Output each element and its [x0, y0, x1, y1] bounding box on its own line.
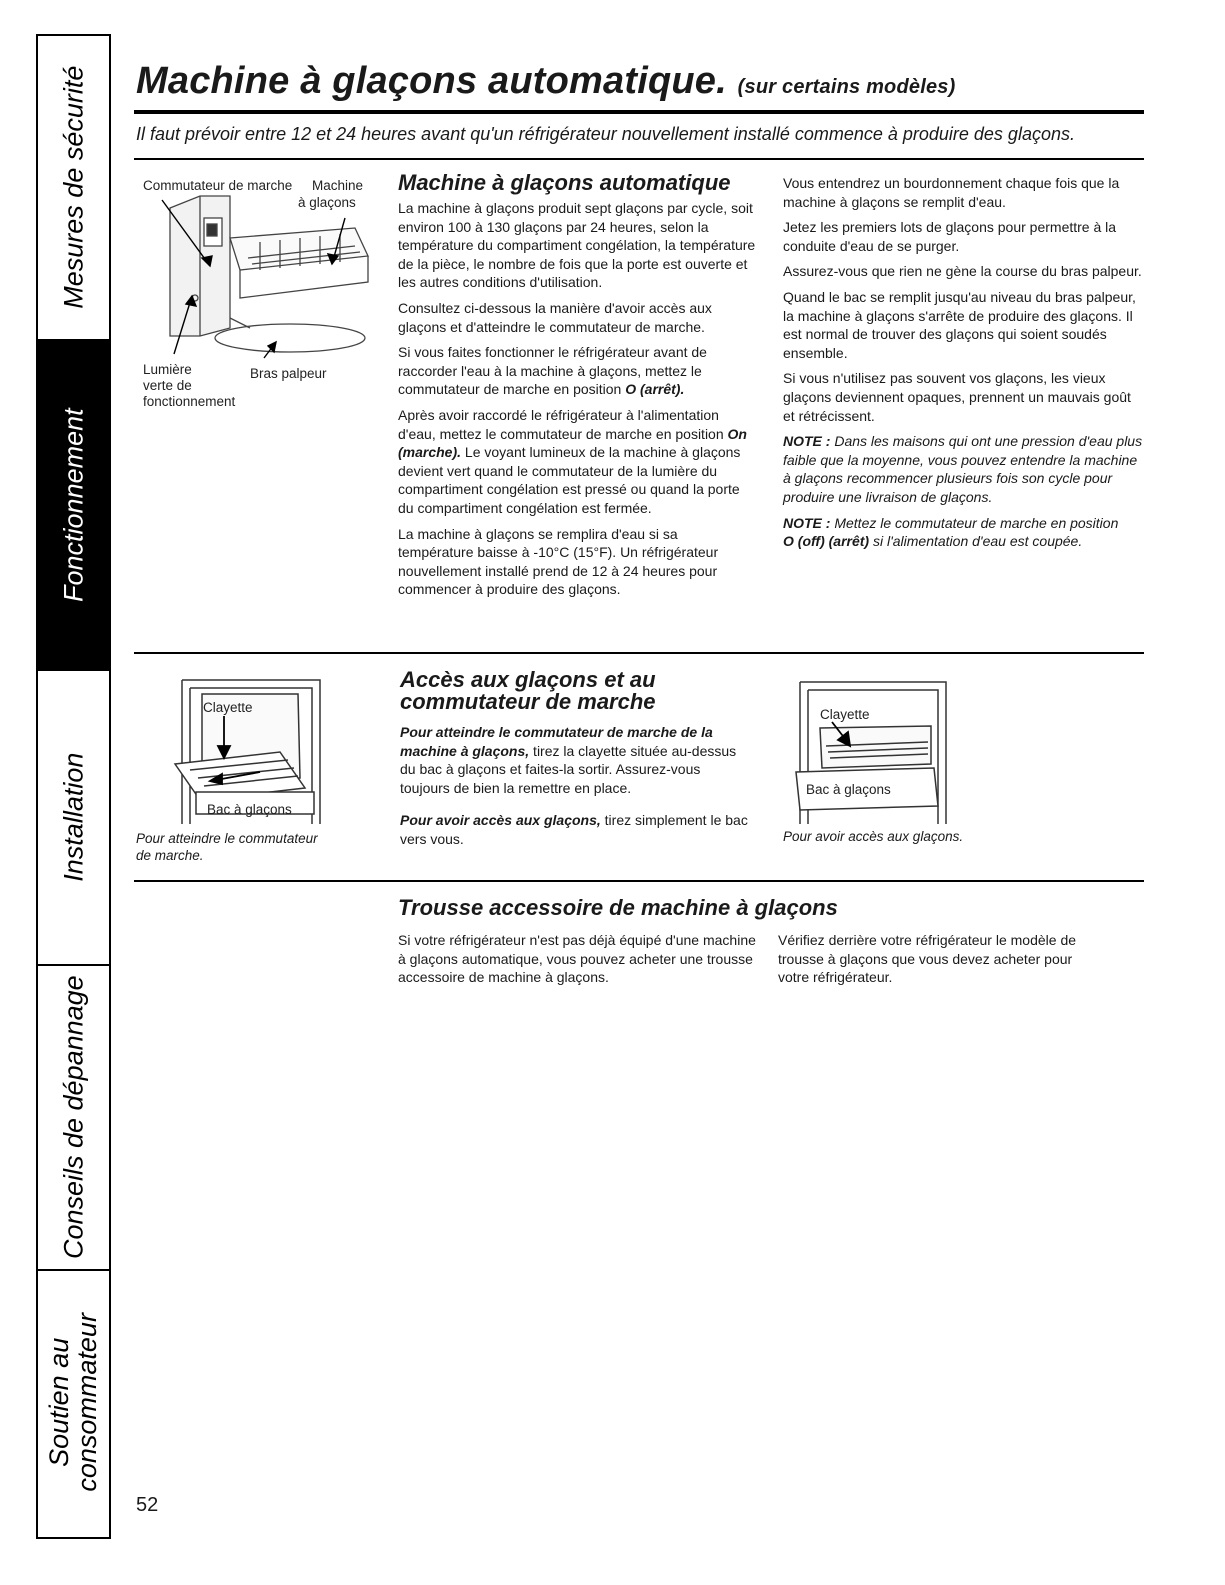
- intro-rule: [134, 158, 1144, 160]
- section1-p4-text2: Le voyant lumineux de la machine à glaçons devient vert quand le commutateur de la lumière du compartiment congélation est pressé ou quand la porte du compartiment congélation est fermée.: [398, 444, 741, 516]
- note2-bold: O (off) (arrêt): [783, 533, 870, 550]
- section3-left: Si votre réfrigérateur n'est pas déjà équipé d'une machine à glaçons automatique, vous pouvez acheter une trousse accessoire de machine à glaçons.: [398, 932, 756, 986]
- tab-label: Conseils de dépannage: [58, 975, 89, 1260]
- tab-soutien-au-consommateur[interactable]: [38, 1271, 109, 1533]
- fig3-label-bac: Bac à glaçons: [806, 782, 891, 797]
- section-rule-2: [134, 652, 1144, 654]
- section-title-trousse: Trousse accessoire de machine à glaçons: [398, 895, 838, 920]
- tab-label: Fonctionnement: [58, 408, 89, 602]
- page-title: [136, 60, 955, 103]
- tab-mesures-de-securite[interactable]: [38, 36, 109, 341]
- label-lumiere: Lumière: [143, 362, 192, 377]
- page-title-text: Machine à glaçons automatique.: [136, 60, 727, 102]
- tab-label: Installation: [58, 752, 89, 883]
- section2-column: [400, 723, 750, 856]
- section-sidebar: [36, 34, 111, 1539]
- fig3-caption: Pour avoir accès aux glaçons.: [783, 829, 964, 844]
- section1-p4: [398, 406, 756, 518]
- section2-p2-bold: Pour avoir accès aux glaçons,: [400, 812, 601, 829]
- label-bras-palpeur: Bras palpeur: [250, 366, 327, 381]
- section1-p3-bold: O (arrêt).: [625, 381, 685, 398]
- tab-fonctionnement[interactable]: [38, 341, 109, 671]
- label-verte-de: verte de: [143, 378, 192, 393]
- section2-p2: [400, 811, 750, 848]
- fig3-label-clayette: Clayette: [820, 707, 870, 722]
- page-number: 52: [136, 1494, 159, 1516]
- section1-p2: Consultez ci-dessous la manière d'avoir accès aux glaçons et d'atteindre le commutateur de marche.: [398, 299, 712, 335]
- right-p2: Jetez les premiers lots de glaçons pour permettre à la conduite d'eau de se purger.: [783, 219, 1117, 254]
- section1-column: [398, 199, 756, 606]
- section2-title-line1: Accès aux glaçons et au: [400, 667, 656, 692]
- tab-label: Mesures de sécurité: [58, 65, 89, 310]
- note1-label: NOTE :: [783, 433, 831, 450]
- fig2-label-clayette: Clayette: [203, 700, 253, 715]
- section1-p4-text1: Après avoir raccordé le réfrigérateur à l'alimentation d'eau, mettez le commutateur de marche en position: [398, 406, 728, 442]
- section1-p1: La machine à glaçons produit sept glaçons par cycle, soit environ 100 à 130 glaçons par 24 heures, selon la température du compartiment congélation, la température de la pièce, le nombre de fois que la porte est ouverte et les autres conditions d'utilisation.: [398, 200, 756, 291]
- section1-p3-text: Si vous faites fonctionner le réfrigérateur avant de raccorder l'eau à la machine à glaçons, mettez le commutateur de marche en position: [398, 344, 707, 398]
- section1-right-column: [783, 174, 1145, 558]
- tab-installation[interactable]: [38, 671, 109, 966]
- note2-label: NOTE :: [783, 514, 831, 531]
- note2-text2: si l'alimentation d'eau est coupée.: [869, 533, 1083, 550]
- page-subtitle: (sur certains modèles): [737, 76, 956, 98]
- title-rule: [134, 110, 1144, 114]
- intro-text: Il faut prévoir entre 12 et 24 heures avant qu'un réfrigérateur nouvellement installé commence à produire des glaçons.: [136, 124, 1075, 144]
- section-title-machine: Machine à glaçons automatique: [398, 170, 731, 195]
- section1-p5: La machine à glaçons se remplira d'eau si sa température baisse à -10°C (15°F). Un réfrigérateur nouvellement installé prend de 12 à 24 heures pour commencer à produire des glaçons.: [398, 525, 719, 598]
- section3-right: Vérifiez derrière votre réfrigérateur le modèle de trousse à glaçons que vous devez acheter pour votre réfrigérateur.: [778, 932, 1077, 986]
- section2-p2-text: tirez simplement le bac vers vous.: [400, 812, 748, 847]
- section2-title-line2: commutateur de marche: [400, 689, 656, 714]
- label-a-glacons: à glaçons: [298, 195, 356, 210]
- section2-p1: [400, 723, 750, 797]
- note1-text: Dans les maisons qui ont une pression d'eau plus faible que la moyenne, vous pouvez entendre la machine à glaçons recommencer plusieurs fois son cycle pour produire une livraison de glaçons.: [783, 433, 1143, 505]
- label-fonctionnement: fonctionnement: [143, 394, 236, 409]
- fig2-label-bac: Bac à glaçons: [207, 802, 292, 817]
- tab-label-line1: Soutien au: [44, 1337, 75, 1467]
- right-p3: Assurez-vous que rien ne gène la course du bras palpeur.: [783, 263, 1142, 280]
- right-note1: [783, 432, 1145, 506]
- label-commutateur: Commutateur de marche: [143, 178, 293, 193]
- section1-p3: [398, 343, 756, 399]
- tab-conseils-de-depannage[interactable]: [38, 966, 109, 1271]
- label-machine: Machine: [312, 178, 364, 193]
- section1-p4-bold: On (marche).: [398, 425, 747, 461]
- right-p1: Vous entendrez un bourdonnement chaque fois que la machine à glaçons se remplit d'eau.: [783, 175, 1120, 210]
- note2-text1: Mettez le commutateur de marche en position: [830, 514, 1119, 531]
- tab-label: [45, 1313, 102, 1492]
- ice-bin-illustration: [786, 668, 1022, 824]
- section2-p1-text: tirez la clayette située au-dessus du bac à glaçons et faites-la sortir. Assurez-vous toujours de bien la remettre en place.: [400, 742, 737, 796]
- right-note2: [783, 514, 1145, 551]
- shelf-illustration: [140, 668, 365, 824]
- fig2-caption: Pour atteindre le commutateur de marche.: [136, 831, 318, 863]
- right-p5: Si vous n'utilisez pas souvent vos glaçons, les vieux glaçons deviennent opaques, prennent un mauvais goût et rétrécissent.: [783, 370, 1131, 424]
- section-title-acces: [400, 669, 656, 713]
- section2-p1-bold: Pour atteindre le commutateur de marche de la machine à glaçons,: [400, 724, 713, 759]
- section-rule-3: [134, 880, 1144, 882]
- tab-label-line2: consommateur: [72, 1312, 103, 1492]
- right-p4: Quand le bac se remplit jusqu'au niveau du bras palpeur, la machine à glaçons s'arrête de produire des glaçons. Il est normal de trouver des glaçons qui soient soudés ensemble.: [783, 288, 1136, 361]
